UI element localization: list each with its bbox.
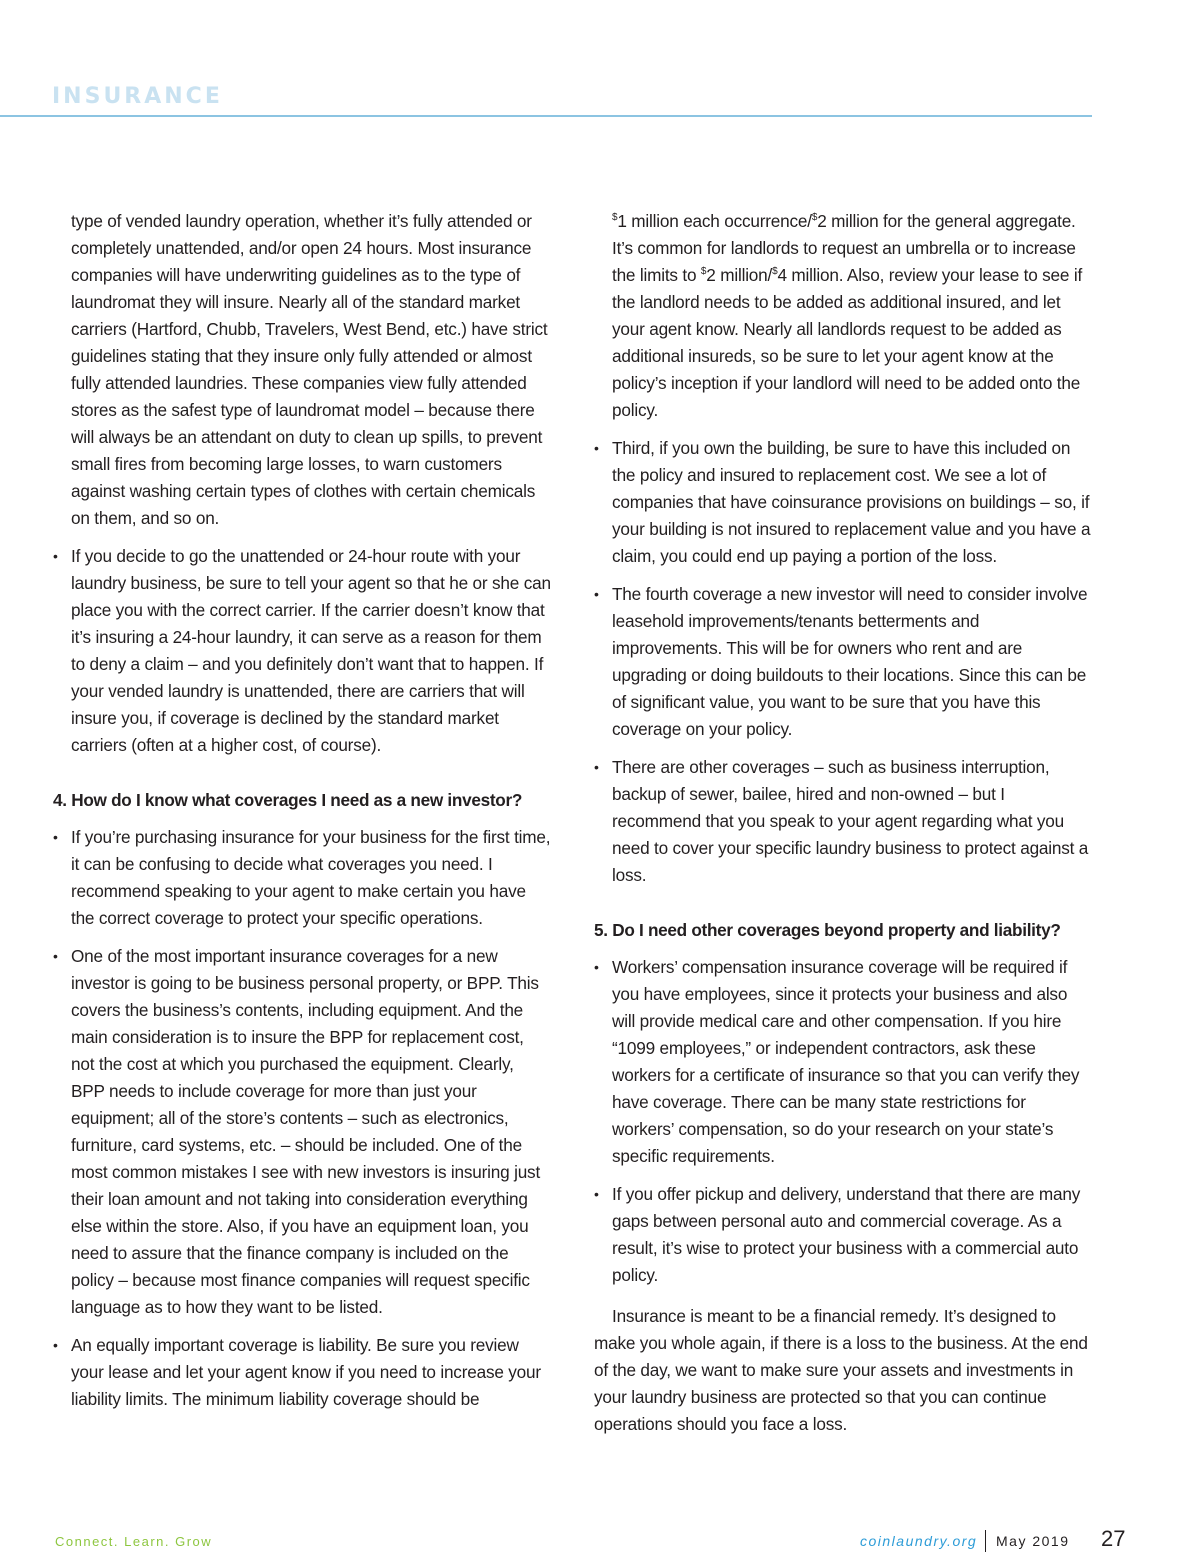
question-5-heading: 5. Do I need other coverages beyond property and liability? (594, 920, 1061, 940)
aggregate-text: 2 million for the general aggregate. It’s common for landlords to request an umbrella or to increase the limits to (612, 211, 1076, 285)
bullet-icon: • (53, 829, 58, 845)
closing-paragraph: Insurance is meant to be a financial remedy. It’s designed to make you whole again, if there is a loss to the business. At the end of the day, we want to make sure your assets and investments in your laundry business are protected so that you can continue operations should you face a loss. (594, 1306, 1088, 1434)
bullet-icon: • (53, 1337, 58, 1353)
footer-website-link[interactable]: coinlaundry.org (860, 1533, 978, 1549)
bullet-icon: • (594, 759, 599, 775)
list-item (53, 943, 551, 1321)
continued-paragraph: type of vended laundry operation, whether it’s fully attended or completely unattended, and/or open 24 hours. Most insurance companies will have underwriting guidelines as to the type of laundromat they will insure. Nearly all of the standard market carriers (Hartford, Chubb, Travelers, West Bend, etc.) have strict guidelines stating that they insure only fully attended or almost fully attended laundries. These companies view fully attended stores as the safest type of laundromat model – because there will always be an attendant on duty to clean up spills, to prevent small fires from becoming large losses, to warn customers against washing certain types of clothes with certain chemicals on them, and so on. (71, 211, 548, 528)
bullet-icon: • (594, 959, 599, 975)
list-item (53, 1332, 551, 1413)
header-rule (0, 115, 1092, 117)
occurrence-text: 1 million each occurrence/ (617, 211, 812, 231)
bullet-icon: • (594, 586, 599, 602)
bullet-text: An equally important coverage is liability. Be sure you review your lease and let your agent know if you need to increase your liability limits. The minimum liability coverage should be (71, 1335, 541, 1409)
page-number: 27 (1101, 1526, 1126, 1551)
right-column (594, 208, 1092, 1438)
bullet-text: If you’re purchasing insurance for your business for the first time, it can be confusing to decide what coverages you need. I recommend speaking to your agent to make certain you have the correct coverage to protect your specific operations. (71, 827, 551, 928)
bullet-text: If you offer pickup and delivery, understand that there are many gaps between personal auto and commercial coverage. As a result, it’s wise to protect your business with a commercial auto policy. (612, 1184, 1081, 1285)
list-item (594, 954, 1092, 1170)
bullet-icon: • (594, 1186, 599, 1202)
bullet-text: There are other coverages – such as business interruption, backup of sewer, bailee, hired and non-owned – but I recommend that you speak to your agent regarding what you need to cover your specific laundry business to protect against a loss. (612, 757, 1089, 885)
list-item (594, 581, 1092, 743)
list-item (53, 824, 551, 932)
footer-tagline: Connect. Learn. Grow (55, 1534, 213, 1549)
left-column (53, 208, 551, 1424)
list-item (53, 543, 551, 759)
question-4-heading: 4. How do I know what coverages I need as a new investor? (53, 790, 523, 810)
list-item (594, 754, 1092, 889)
bullet-icon: • (53, 948, 58, 964)
liability-limits-paragraph (594, 208, 1092, 424)
bullet-text: Third, if you own the building, be sure to have this included on the policy and insured to replacement cost. We see a lot of companies that have coinsurance provisions on buildings – so, if your building is not insured to replacement value and you have a claim, you could end up paying a portion of the loss. (612, 438, 1091, 566)
umbrella-low-text: 2 million/ (706, 265, 773, 285)
currency-symbol: $ (612, 212, 618, 223)
bullet-text: Workers’ compensation insurance coverage will be required if you have employees, since it protects your business and also will provide medical care and other compensation. If you hire “1099 employees,” or independent contractors, ask these workers for a certificate of insurance so that you can verify they have coverage. There can be many state restrictions for workers’ compensation, so do your research on your state’s specific requirements. (612, 957, 1080, 1166)
footer-issue-date: May 2019 (996, 1533, 1070, 1549)
currency-symbol: $ (700, 266, 707, 277)
bullet-text: The fourth coverage a new investor will need to consider involve leasehold improvements/tenants betterments and improvements. This will be for owners who rent and are upgrading or doing buildouts to their locations. Since this can be of significant value, you want to be sure that you have this coverage on your policy. (612, 584, 1088, 739)
list-item (594, 435, 1092, 570)
bullet-icon: • (53, 548, 58, 564)
list-item (594, 1181, 1092, 1289)
currency-symbol: $ (772, 266, 778, 277)
section-label: INSURANCE (52, 84, 223, 109)
currency-symbol: $ (811, 212, 818, 223)
bullet-icon: • (594, 440, 599, 456)
bullet-text: If you decide to go the unattended or 24-hour route with your laundry business, be sure to tell your agent so that he or she can place you with the correct carrier. If the carrier doesn’t know that it’s insuring a 24-hour laundry, it can serve as a reason for them to deny a claim – and you definitely don’t want that to happen. If your vended laundry is unattended, there are carriers that will insure you, if coverage is declined by the standard market carriers (often at a higher cost, of course). (71, 546, 551, 755)
footer-divider (985, 1530, 986, 1552)
umbrella-high-text: 4 million. Also, review your lease to see if the landlord needs to be added as additional insured, and let your agent know. Nearly all landlords request to be added as additional insureds, so be sure to let your agent know at the policy’s inception if your landlord will need to be added onto the policy. (612, 265, 1083, 420)
bullet-text: One of the most important insurance coverages for a new investor is going to be business personal property, or BPP. This covers the business’s contents, including equipment. And the main consideration is to insure the BPP for replacement cost, not the cost at which you purchased the equipment. Clearly, BPP needs to include coverage for more than just your equipment; all of the store’s contents – such as electronics, furniture, card systems, etc. – should be included. One of the most common mistakes I see with new investors is insuring just their loan amount and not taking into consideration everything else within the store. Also, if you have an equipment loan, you need to assure that the finance company is included on the policy – because most finance companies will request specific language as to how they want to be listed. (71, 946, 541, 1317)
